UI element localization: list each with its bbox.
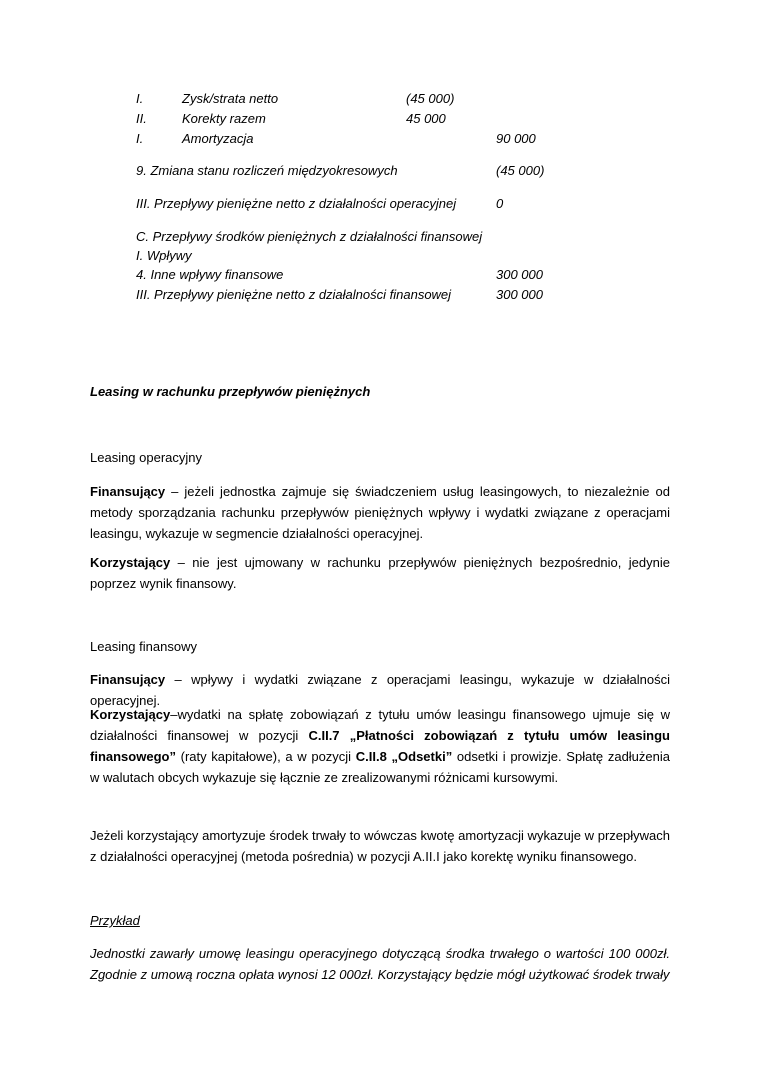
financing-section-heading: C. Przepływy środków pieniężnych z działalności finansowej xyxy=(136,229,483,244)
paragraph: Finansujący – jeżeli jednostka zajmuje się świadczeniem usług leasingowych, to niezależnie od metody sporządzania rachunku przepływów pieniężnych wpływy i wydatki związane z operacjami leasingu, wykazuje w segmencie działalności operacyjnej. xyxy=(90,484,670,541)
paragraph: Korzystający–wydatki na spłatę zobowiązań z tytułu umów leasingu finansowego ujmuje się w działalności finansowej w pozycji C.II.7 „Płatności zobowiązań z tytułu umów leasingu finansowego” (raty kapitałowe), a w pozycji C.II.8 „Odsetki” odsetki i prowizje. Spłatę zadłużenia w walutach obcych wykazuje się łącznie ze zrealizowanymi różnicami kursowymi. xyxy=(90,707,671,785)
row-label: Amortyzacja xyxy=(182,131,254,146)
finance-lease-heading: Leasing finansowy xyxy=(90,639,197,654)
row-label: III. Przepływy pieniężne netto z działalności operacyjnej xyxy=(136,196,457,211)
paragraph: Jednostki zawarły umowę leasingu operacyjnego dotyczącą środka trwałego o wartości 100 000zł. Zgodnie z umową roczna opłata wynosi 12 000zł. Korzystający będzie mógł użytkować środek trwały xyxy=(90,946,670,982)
row-label: Zysk/strata netto xyxy=(182,91,279,106)
row-value-2: 90 000 xyxy=(496,131,536,146)
row-value-1: 45 000 xyxy=(406,111,446,126)
term: Finansujący xyxy=(90,672,166,687)
example-heading: Przykład xyxy=(90,913,140,928)
operating-lease-heading: Leasing operacyjny xyxy=(90,450,203,465)
row-value: 0 xyxy=(496,196,504,211)
term: Korzystający xyxy=(90,707,171,722)
row-roman: II. xyxy=(136,111,147,126)
term: Korzystający xyxy=(90,555,171,570)
table-row xyxy=(136,89,556,109)
row-roman: I. xyxy=(136,131,144,146)
row-label: III. Przepływy pieniężne netto z działalności finansowej xyxy=(136,287,452,302)
row-value-1: (45 000) xyxy=(406,91,455,106)
table-row xyxy=(136,109,556,129)
section-title: Leasing w rachunku przepływów pieniężnych xyxy=(90,384,371,399)
row-value: (45 000) xyxy=(496,163,545,178)
term: Finansujący xyxy=(90,484,166,499)
table-row xyxy=(136,285,556,305)
paragraph: Finansujący – wpływy i wydatki związane z operacjami leasingu, wykazuje w działalności operacyjnej. xyxy=(90,672,670,708)
row-label: Korekty razem xyxy=(182,111,266,126)
row-roman: I. xyxy=(136,91,144,106)
inflows-heading: I. Wpływy xyxy=(136,248,192,263)
row-value: 300 000 xyxy=(496,267,543,282)
table-row xyxy=(136,265,556,285)
row-label: 9. Zmiana stanu rozliczeń międzyokresowych xyxy=(136,163,398,178)
row-value: 300 000 xyxy=(496,287,543,302)
table-row xyxy=(136,194,556,214)
table-row xyxy=(136,129,556,149)
row-label: 4. Inne wpływy finansowe xyxy=(136,267,284,282)
paragraph: Jeżeli korzystający amortyzuje środek trwały to wówczas kwotę amortyzacji wykazuje w przepływach z działalności operacyjnej (metoda pośrednia) w pozycji A.II.I jako korektę wyniku finansowego. xyxy=(90,828,670,864)
table-row xyxy=(136,161,556,181)
paragraph: Korzystający – nie jest ujmowany w rachunku przepływów pieniężnych bezpośrednio, jedynie poprzez wynik finansowy. xyxy=(90,555,670,591)
